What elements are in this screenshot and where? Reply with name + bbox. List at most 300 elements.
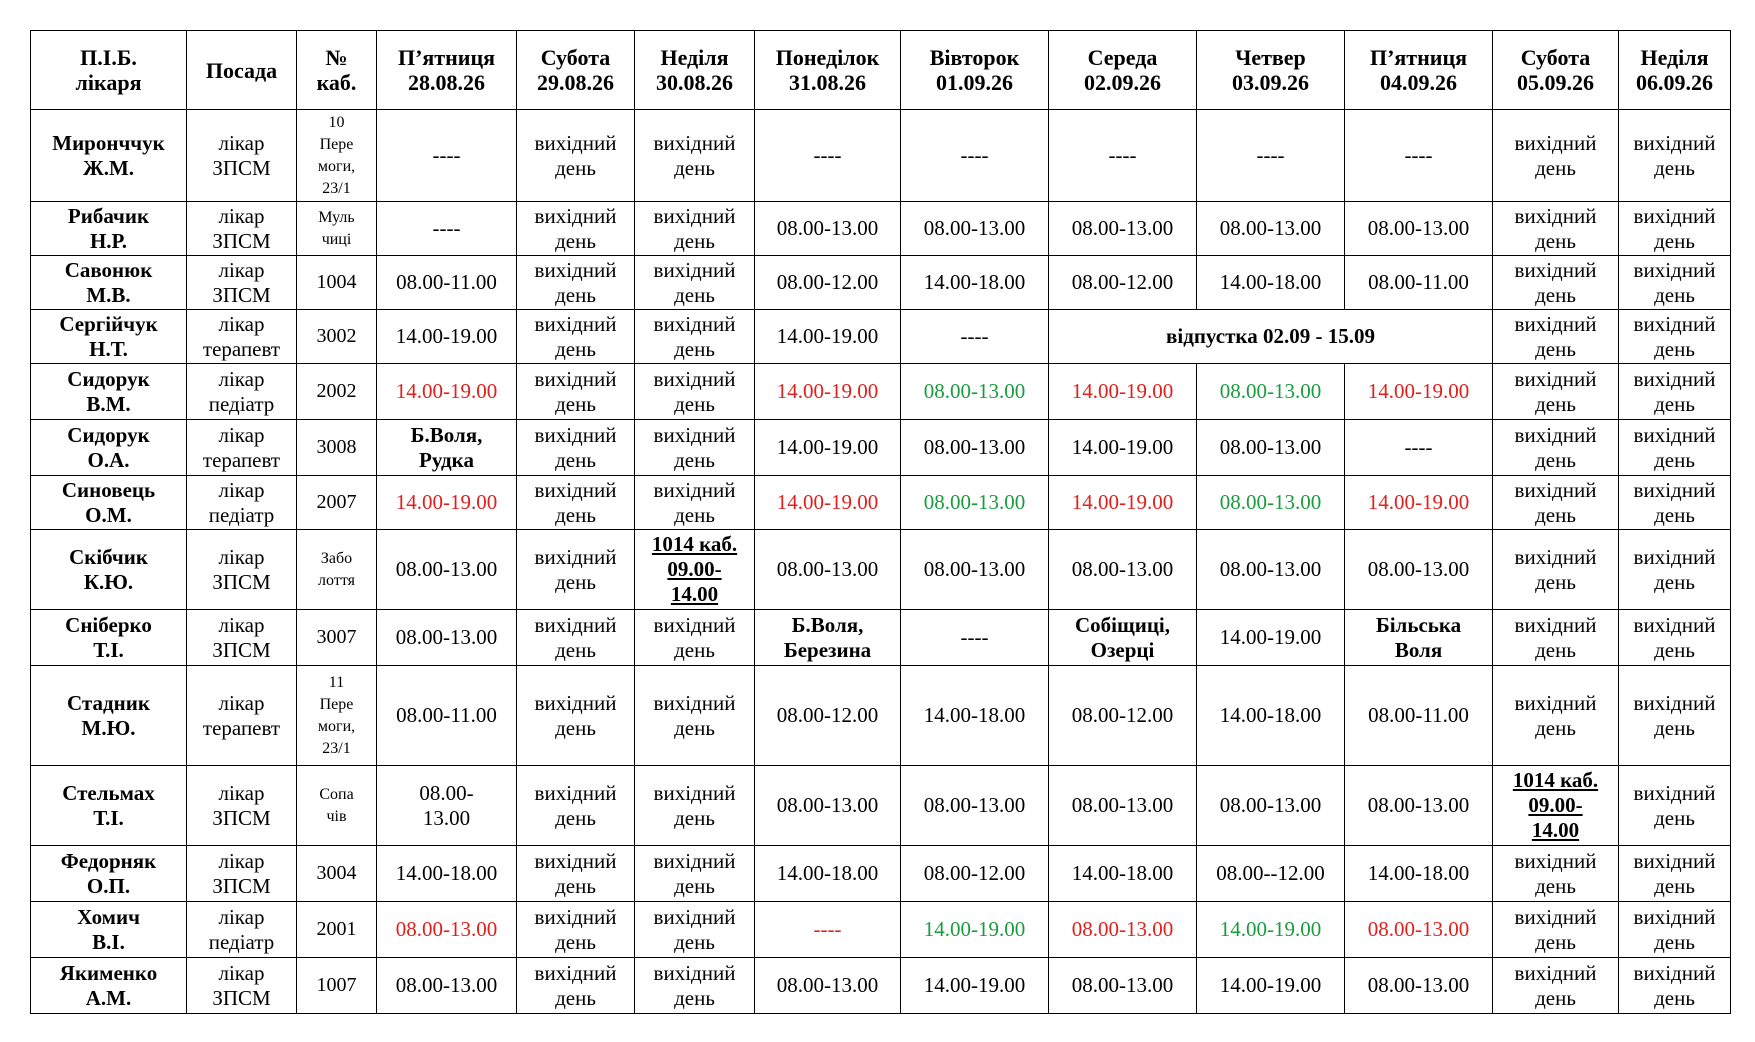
room-line: Пере	[319, 135, 354, 153]
schedule-cell	[755, 256, 901, 310]
header-position	[187, 31, 297, 110]
position-cell	[187, 310, 297, 364]
schedule-text-line: день	[1654, 391, 1695, 416]
position-line: ЗПСМ	[212, 282, 271, 307]
schedule-text-line: 08.00-13.00	[923, 216, 1026, 240]
schedule-cell	[1049, 256, 1197, 310]
schedule-text-line: ----	[960, 625, 989, 649]
schedule-cell	[635, 256, 755, 310]
schedule-cell	[1197, 610, 1345, 666]
room-line: 23/1	[322, 739, 351, 757]
schedule-text-line: ----	[432, 143, 461, 167]
room-line: моги,	[317, 157, 356, 175]
schedule-text-line: 08.00-13.00	[1219, 490, 1322, 514]
schedule-cell	[755, 610, 901, 666]
schedule-cell	[1049, 666, 1197, 766]
schedule-text-line: день	[1535, 637, 1576, 662]
schedule-cell	[901, 110, 1049, 202]
schedule-text-line: 08.00-13.00	[923, 557, 1026, 581]
schedule-cell	[755, 530, 901, 610]
schedule-text-line: день	[1654, 805, 1695, 830]
schedule-cell	[1345, 256, 1493, 310]
position-line: лікар	[218, 203, 265, 228]
schedule-text-line: 13.00	[422, 805, 471, 830]
schedule-text-line: день	[674, 985, 715, 1010]
schedule-text-line: день	[1654, 873, 1695, 898]
schedule-text-line: день	[1535, 715, 1576, 740]
position-line: лікар	[218, 257, 265, 282]
schedule-cell	[901, 364, 1049, 420]
schedule-text-line: день	[1654, 715, 1695, 740]
schedule-text-line: вихідний	[1633, 422, 1716, 447]
schedule-cell	[1493, 846, 1619, 902]
schedule-cell	[1049, 202, 1197, 256]
schedule-cell	[1619, 364, 1731, 420]
doctor-name-line: Хомич	[77, 904, 140, 929]
schedule-text-line: Б.Воля,	[410, 422, 483, 447]
schedule-text-line: день	[674, 282, 715, 307]
header-fri-1	[377, 31, 517, 110]
header-doctor-name	[31, 31, 187, 110]
schedule-text-line: 1014 каб.	[1512, 768, 1599, 792]
schedule-cell	[1619, 610, 1731, 666]
schedule-text-line: 08.00-13.00	[1367, 793, 1470, 817]
schedule-text-line: 08.00-13.00	[1071, 216, 1174, 240]
schedule-text-line: 14.00-19.00	[776, 324, 879, 348]
schedule-text-line: вихідний	[534, 612, 617, 637]
schedule-cell	[517, 530, 635, 610]
schedule-cell	[1493, 110, 1619, 202]
schedule-cell	[1619, 902, 1731, 958]
schedule-text-line: 08.00-13.00	[1367, 973, 1470, 997]
schedule-cell	[517, 766, 635, 846]
schedule-text-line: 14.00-18.00	[1071, 861, 1174, 885]
schedule-text-line: вихідний	[534, 422, 617, 447]
header-wed	[1049, 31, 1197, 110]
schedule-text-line: ----	[813, 143, 842, 167]
position-cell	[187, 766, 297, 846]
room-line: 2001	[316, 918, 357, 940]
table-row	[31, 666, 1731, 766]
schedule-text-line: вихідний	[1633, 257, 1716, 282]
schedule-text-line: вихідний	[534, 477, 617, 502]
schedule-text-line: день	[555, 929, 596, 954]
position-cell	[187, 530, 297, 610]
schedule-text-line: 08.00-13.00	[923, 435, 1026, 459]
header-thu	[1197, 31, 1345, 110]
schedule-text-line: вихідний	[534, 130, 617, 155]
schedule-cell	[901, 846, 1049, 902]
schedule-text-line: 08.00-13.00	[1219, 379, 1322, 403]
schedule-text-line: день	[674, 637, 715, 662]
schedule-cell	[1493, 902, 1619, 958]
schedule-cell	[901, 256, 1049, 310]
table-row	[31, 364, 1731, 420]
schedule-cell	[1619, 530, 1731, 610]
schedule-cell	[517, 958, 635, 1014]
schedule-text-line: Озерці	[1090, 637, 1155, 662]
schedule-cell	[1619, 256, 1731, 310]
schedule-cell	[901, 530, 1049, 610]
schedule-text-line: 14.00-19.00	[395, 490, 498, 514]
header-sat-1	[517, 31, 635, 110]
schedule-cell	[1345, 420, 1493, 476]
schedule-cell	[755, 110, 901, 202]
doctor-name-line: О.М.	[85, 502, 132, 527]
position-cell	[187, 110, 297, 202]
doctor-name-line: Сніберко	[65, 612, 152, 637]
schedule-cell	[377, 476, 517, 530]
schedule-text-line: 08.00-13.00	[1367, 216, 1470, 240]
schedule-text-line: вихідний	[534, 203, 617, 228]
room-cell	[297, 202, 377, 256]
position-cell	[187, 902, 297, 958]
doctor-name-line: Сергійчук	[59, 311, 158, 336]
schedule-cell	[901, 666, 1049, 766]
position-cell	[187, 846, 297, 902]
schedule-cell	[1197, 364, 1345, 420]
schedule-text-line: день	[674, 502, 715, 527]
doctor-name-line: Скібчик	[69, 544, 148, 569]
schedule-text-line: день	[1535, 985, 1576, 1010]
position-line: лікар	[218, 690, 265, 715]
doctor-name-line: Т.І.	[93, 805, 124, 830]
schedule-cell	[1049, 610, 1197, 666]
schedule-text-line: вихідний	[534, 904, 617, 929]
position-line: ЗПСМ	[212, 155, 271, 180]
schedule-text-line: вихідний	[653, 848, 736, 873]
schedule-cell	[1197, 256, 1345, 310]
schedule-cell	[517, 310, 635, 364]
schedule-cell	[1049, 766, 1197, 846]
schedule-text-line: вихідний	[1633, 690, 1716, 715]
schedule-cell	[377, 902, 517, 958]
schedule-text-line: 14.00-19.00	[1071, 490, 1174, 514]
header-text-line: 06.09.26	[1636, 70, 1713, 95]
schedule-cell	[1049, 364, 1197, 420]
table-row	[31, 420, 1731, 476]
position-line: педіатр	[208, 502, 275, 527]
schedule-text-line: день	[1535, 228, 1576, 253]
room-cell	[297, 420, 377, 476]
schedule-cell	[1619, 110, 1731, 202]
position-line: ЗПСМ	[212, 985, 271, 1010]
schedule-cell	[755, 364, 901, 420]
schedule-text-line: ----	[960, 324, 989, 348]
schedule-cell	[1619, 958, 1731, 1014]
schedule-text-line: день	[1535, 155, 1576, 180]
schedule-text-line: день	[674, 873, 715, 898]
schedule-text-line: Собіщиці,	[1074, 612, 1170, 637]
schedule-text-line: вихідний	[534, 690, 617, 715]
schedule-cell	[1619, 420, 1731, 476]
doctor-name-cell	[31, 202, 187, 256]
schedule-text-line: день	[1654, 155, 1695, 180]
schedule-cell	[1345, 846, 1493, 902]
schedule-text-line: вихідний	[653, 311, 736, 336]
doctor-name-line: Федорняк	[60, 848, 157, 873]
schedule-cell	[377, 846, 517, 902]
schedule-text-line: ----	[1256, 143, 1285, 167]
doctor-name-line: Рибачик	[67, 203, 150, 228]
schedule-cell	[755, 766, 901, 846]
schedule-text-line: день	[1654, 637, 1695, 662]
schedule-text-line: 14.00-19.00	[1071, 435, 1174, 459]
schedule-cell	[1345, 902, 1493, 958]
schedule-cell	[1619, 310, 1731, 364]
schedule-text-line: 14.00-19.00	[776, 490, 879, 514]
position-cell	[187, 256, 297, 310]
schedule-cell	[635, 610, 755, 666]
schedule-text-line: день	[1535, 391, 1576, 416]
schedule-text-line: 08.00-13.00	[923, 379, 1026, 403]
position-line: ЗПСМ	[212, 228, 271, 253]
schedule-text-line: день	[1654, 447, 1695, 472]
schedule-text-line: 14.00-18.00	[923, 270, 1026, 294]
schedule-page	[30, 30, 1731, 1014]
schedule-cell	[1197, 666, 1345, 766]
schedule-text-line: день	[555, 502, 596, 527]
header-text-line: П’ятниця	[1369, 45, 1468, 70]
header-text-line: Вівторок	[929, 45, 1020, 70]
room-cell	[297, 610, 377, 666]
schedule-cell	[901, 420, 1049, 476]
schedule-cell	[1049, 902, 1197, 958]
schedule-text-line: 14.00-19.00	[1071, 379, 1174, 403]
schedule-cell	[1493, 202, 1619, 256]
doctor-name-line: О.П.	[86, 873, 131, 898]
schedule-cell	[755, 202, 901, 256]
schedule-text-line: день	[1654, 228, 1695, 253]
schedule-cell	[635, 530, 755, 610]
doctor-name-line: Стельмах	[62, 780, 155, 805]
table-row	[31, 110, 1731, 202]
schedule-cell	[377, 666, 517, 766]
schedule-text-line: 14.00-19.00	[1367, 490, 1470, 514]
schedule-cell	[1345, 476, 1493, 530]
schedule-text-line: день	[1654, 569, 1695, 594]
room-cell	[297, 110, 377, 202]
schedule-cell	[635, 420, 755, 476]
schedule-text-line: 14.00-19.00	[776, 435, 879, 459]
schedule-text-line: день	[1535, 282, 1576, 307]
room-cell	[297, 530, 377, 610]
schedule-text-line: день	[555, 447, 596, 472]
schedule-cell	[1197, 958, 1345, 1014]
position-line: лікар	[218, 904, 265, 929]
header-text-line: 04.09.26	[1380, 70, 1457, 95]
schedule-cell	[377, 364, 517, 420]
schedule-text-line: 14.00-19.00	[923, 973, 1026, 997]
room-line: 3002	[316, 325, 357, 347]
room-line: 10	[328, 113, 345, 131]
position-line: ЗПСМ	[212, 637, 271, 662]
doctor-name-line: Н.Р.	[89, 228, 128, 253]
schedule-text-line: 08.00-13.00	[1071, 973, 1174, 997]
schedule-cell	[377, 610, 517, 666]
schedule-text-line: ----	[1404, 435, 1433, 459]
schedule-cell	[517, 256, 635, 310]
table-row	[31, 202, 1731, 256]
schedule-text-line: вихідний	[1633, 311, 1716, 336]
room-cell	[297, 310, 377, 364]
schedule-text-line: 14.00-18.00	[1219, 270, 1322, 294]
schedule-text-line: 08.00-12.00	[1071, 270, 1174, 294]
table-row	[31, 610, 1731, 666]
schedule-cell	[635, 364, 755, 420]
schedule-text-line: 14.00-18.00	[1367, 861, 1470, 885]
schedule-cell	[1345, 364, 1493, 420]
schedule-text-line: 14.00-19.00	[395, 324, 498, 348]
room-line: Сопа	[319, 785, 354, 803]
room-cell	[297, 902, 377, 958]
schedule-text-line: 14.00-19.00	[1367, 379, 1470, 403]
doctor-name-line: Якименко	[59, 960, 158, 985]
schedule-text-line: 08.00-11.00	[396, 703, 497, 727]
doctor-name-line: Сидорук	[67, 422, 150, 447]
schedule-text-line: 09.00-	[667, 557, 722, 581]
schedule-text-line: вихідний	[1514, 477, 1597, 502]
table-row	[31, 310, 1731, 364]
schedule-text-line: день	[674, 805, 715, 830]
schedule-cell	[1493, 476, 1619, 530]
position-line: педіатр	[208, 929, 275, 954]
schedule-text-line: день	[1654, 985, 1695, 1010]
position-line: педіатр	[208, 391, 275, 416]
schedule-text-line: вихідний	[1514, 203, 1597, 228]
doctor-name-cell	[31, 110, 187, 202]
schedule-cell	[755, 666, 901, 766]
schedule-text-line: 14.00-18.00	[776, 861, 879, 885]
schedule-text-line: вихідний	[653, 612, 736, 637]
schedule-text-line: 08.00-	[419, 780, 474, 805]
schedule-text-line: вихідний	[1514, 422, 1597, 447]
schedule-cell	[517, 666, 635, 766]
schedule-text-line: 08.00-13.00	[776, 793, 879, 817]
position-line: ЗПСМ	[212, 805, 271, 830]
schedule-text-line: 08.00-13.00	[923, 490, 1026, 514]
room-line: 1004	[316, 271, 357, 293]
doctor-name-line: А.М.	[85, 985, 132, 1010]
schedule-text-line: день	[555, 805, 596, 830]
schedule-text-line: день	[555, 985, 596, 1010]
room-line: 3008	[316, 436, 357, 458]
room-line: чиці	[321, 230, 352, 248]
schedule-cell	[1493, 256, 1619, 310]
schedule-cell	[1049, 958, 1197, 1014]
schedule-cell	[635, 846, 755, 902]
schedule-cell	[635, 666, 755, 766]
schedule-text-line: вихідний	[1633, 848, 1716, 873]
schedule-cell	[517, 110, 635, 202]
schedule-text-line: вихідний	[1514, 612, 1597, 637]
table-row	[31, 766, 1731, 846]
header-text-line: Неділя	[1640, 45, 1709, 70]
doctor-name-line: Синовець	[61, 477, 156, 502]
schedule-text-line: 08.00-13.00	[395, 557, 498, 581]
schedule-text-line: вихідний	[653, 780, 736, 805]
schedule-text-line: 08.00-12.00	[776, 270, 879, 294]
doctor-name-cell	[31, 902, 187, 958]
schedule-text-line: день	[1654, 502, 1695, 527]
schedule-cell	[1493, 530, 1619, 610]
schedule-text-line: вихідний	[653, 130, 736, 155]
schedule-text-line: 14.00-18.00	[395, 861, 498, 885]
schedule-text-line: 14.00-19.00	[1219, 625, 1322, 649]
schedule-text-line: 08.00-11.00	[1368, 703, 1469, 727]
schedule-cell	[1345, 766, 1493, 846]
table-row	[31, 846, 1731, 902]
schedule-cell	[517, 476, 635, 530]
schedule-cell	[1493, 958, 1619, 1014]
schedule-text-line: 08.00-12.00	[1071, 703, 1174, 727]
schedule-cell	[1345, 202, 1493, 256]
schedule-text-line: день	[1654, 929, 1695, 954]
schedule-text-line: 08.00-13.00	[1071, 557, 1174, 581]
position-cell	[187, 364, 297, 420]
header-room	[297, 31, 377, 110]
position-line: лікар	[218, 366, 265, 391]
schedule-text-line: 08.00-13.00	[1219, 557, 1322, 581]
schedule-text-line: 08.00-13.00	[923, 793, 1026, 817]
header-text-line: Посада	[205, 57, 278, 83]
schedule-text-line: вихідний	[653, 690, 736, 715]
schedule-text-line: 08.00-13.00	[395, 973, 498, 997]
schedule-text-line: відпустка 02.09 - 15.09	[1166, 324, 1375, 348]
doctor-name-cell	[31, 610, 187, 666]
schedule-text-line: день	[1535, 336, 1576, 361]
schedule-cell	[517, 846, 635, 902]
schedule-cell	[635, 476, 755, 530]
schedule-text-line: вихідний	[1633, 477, 1716, 502]
room-line: 2007	[316, 491, 357, 513]
header-text-line: 29.08.26	[537, 70, 614, 95]
schedule-text-line: 14.00	[670, 582, 719, 606]
position-line: лікар	[218, 422, 265, 447]
schedule-text-line: день	[1535, 873, 1576, 898]
room-line: Муль	[318, 208, 355, 226]
schedule-text-line: Б.Воля,	[791, 612, 864, 637]
schedule-text-line: 08.00-13.00	[1071, 917, 1174, 941]
doctor-name-cell	[31, 476, 187, 530]
doctor-name-line: О.А.	[87, 447, 130, 472]
schedule-text-line: 08.00-13.00	[776, 973, 879, 997]
schedule-text-line: вихідний	[653, 904, 736, 929]
schedule-cell	[635, 902, 755, 958]
schedule-text-line: вихідний	[653, 257, 736, 282]
schedule-cell	[1049, 530, 1197, 610]
schedule-text-line: вихідний	[534, 780, 617, 805]
position-line: терапевт	[202, 447, 281, 472]
schedule-text-line: вихідний	[534, 544, 617, 569]
header-text-line: 31.08.26	[789, 70, 866, 95]
schedule-text-line: 09.00-	[1528, 793, 1583, 817]
doctor-name-line: М.В.	[86, 282, 131, 307]
room-line: лоття	[318, 571, 355, 589]
schedule-cell	[635, 958, 755, 1014]
position-cell	[187, 666, 297, 766]
room-line: чів	[326, 807, 347, 825]
schedule-text-line: день	[555, 569, 596, 594]
doctor-name-cell	[31, 766, 187, 846]
schedule-text-line: 08.00-12.00	[923, 861, 1026, 885]
schedule-text-line: 1014 каб.	[651, 532, 738, 556]
schedule-text-line: вихідний	[1514, 257, 1597, 282]
schedule-text-line: вихідний	[1633, 366, 1716, 391]
header-text-line: Середа	[1087, 45, 1158, 70]
schedule-text-line: 14.00-19.00	[395, 379, 498, 403]
doctor-name-cell	[31, 958, 187, 1014]
